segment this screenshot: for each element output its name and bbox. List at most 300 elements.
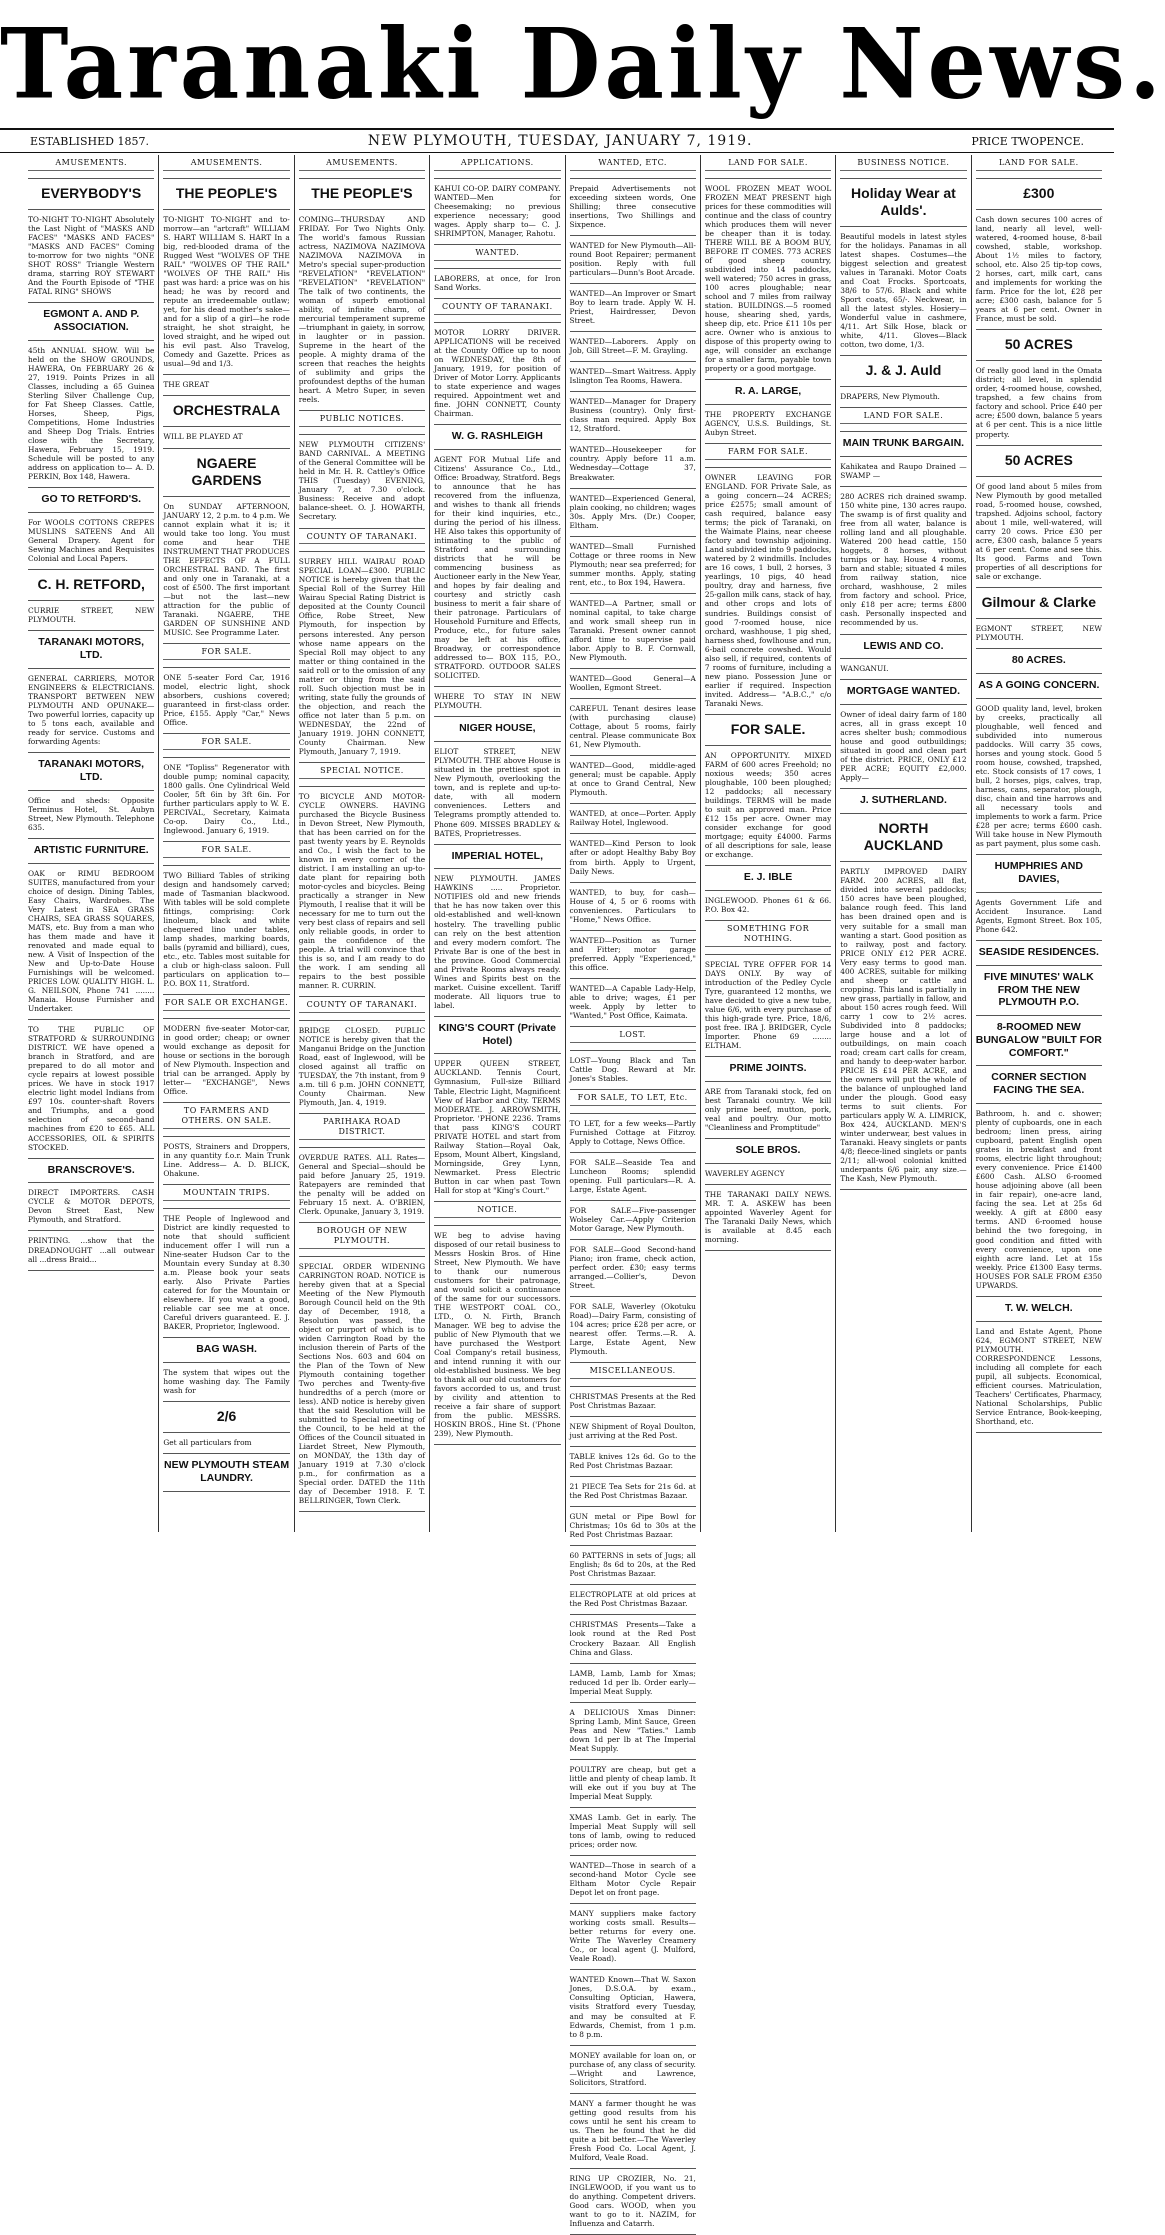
column-3 [295, 155, 430, 1532]
advertisement [28, 303, 154, 341]
advertisement [976, 361, 1102, 445]
advertisement [299, 210, 425, 412]
advertisement [570, 1201, 696, 1240]
ad-body-text: XMAS Lamb. Get in early. The Imperial Meat Supply will sell tons of lamb, owing to reduced prices; order now. [569, 1812, 696, 1850]
section-heading: LAND FOR SALE. [705, 158, 831, 171]
columns-container [24, 155, 1106, 2229]
ad-body-text: POULTRY are cheap, but get a little and plenty of cheap lamb. It will eke out if you buy at The Imperial Meat Supply. [569, 1764, 696, 1801]
ad-body-text: SPECIAL TYRE OFFER FOR 14 DAYS ONLY. By way of introduction of the Pedley Cycle Tyre, guaranteed 12 months, we have decided to give a new tube, value 6/6, with every purchase of this high-grade tyre. Price, 18/6, post free. IRA J. BRIDGER, Cycle Importer. Phone 69 ........ ELTHAM. [704, 959, 832, 1050]
advertisement [570, 1027, 696, 1051]
column-8 [972, 155, 1106, 1532]
advertisement [570, 1856, 696, 1904]
ad-body-text: FOR SALE—Five-passenger Wolseley Car.—Apply Criterion Motor Garage, New Plymouth. [569, 1205, 696, 1233]
ad-subheading: ARTISTIC FURNITURE. [33, 843, 149, 856]
advertisement [434, 323, 560, 425]
ad-body-text: GOOD quality land, level, broken by creeks, practically all ploughable, well fenced and subdivided into numerous paddocks. Will carry 35 cows, horses and young stock. Good 5 room house, cowshed, trapshed, etc. Stock consists of 17 cows, 1 bull, 2 horses, pigs, calves, trap, harness, cans, separator, plough, disc, chain and tine harrows and all necessary tools and implements to work a farm. Price £28 per acre; terms £600 cash. Will take house in New Plymouth as part payment, plus some cash. [975, 703, 1102, 849]
advertisement [299, 529, 425, 553]
advertisement [705, 1139, 831, 1164]
ad-headline: 2/6 [216, 1407, 237, 1424]
ad-headline: Holiday Wear at Aulds'. [851, 184, 956, 218]
ad-subheading: J. SUTHERLAND. [859, 794, 947, 807]
section-heading: LOST. [570, 1030, 696, 1043]
ad-body-text: WANTED—A Capable Lady-Help, able to drive; wages, £1 per week. Apply by letter to "Wanted," Post Office, Kaimata. [569, 983, 696, 1020]
ad-body-text: WANTED—Small Furnished Cottage or three rooms in New Plymouth; near sea preferred; for summer months. Apply, stating rent, etc., to Box 194, Hawera. [569, 541, 696, 587]
ad-body-text: Cash down secures 100 acres of land, nearly all level, well-watered, 4-roomed house, 8-bail cowshed, stable, workshop. About 1½ miles to factory, school, etc. Also 25 tip-top cows, 2 horses, cart, milk cart, cans and implements for working the farm. Price for the lot, £28 per acre; £300 cash, balance for 5 years at 6 per cent. Owner in France, must be sold. [975, 214, 1102, 324]
ad-body-text: OWNER LEAVING FOR ENGLAND. FOR Private Sale, as a going concern—24 ACRES; price £2575; small amount of cash required, balance easy terms; the pick of Taranaki, on the Waimate Plains, near cheese factory and township adjoining. Land subdivided into 9 paddocks, watered by 2 windmills. Includes are 16 cows, 1 bull, 2 horses, 3 yearlings, 10 pigs, 40 head poultry, dray and harness, five 25-gallon milk cans, stack of hay, and other crops and lots of sundries. Buildings consist of good 7-roomed house, nice orchard, washhouse, 1 pig shed, harness shed, fowlhouse and run, 6-bail concrete cowshed. Would also sell, if required, contents of 7 rooms of furniture, including a new piano. Possession June or earlier if required. Inspection invited. Address— "A.B.C.," c/o Taranaki News. [704, 473, 832, 708]
ad-body-text: WANGANUI. [840, 664, 889, 674]
ad-body-text: FOR SALE—Good Second-hand Piano; iron frame, check action, perfect order. £30; easy terms arranged.—Collier's, Devon Street. [569, 1244, 696, 1290]
advertisement [570, 1808, 696, 1856]
ad-subheading: HUMPHRIES AND DAVIES, [994, 860, 1083, 885]
advertisement [570, 1240, 696, 1297]
section-heading: MOUNTAIN TRIPS. [163, 1188, 289, 1201]
ad-body-text: Land and Estate Agent, Phone 624, EGMONT STREET, NEW PLYMOUTH. CORRESPONDENCE Lessons, including all complete for each pupil, all subjects. Economical, efficient courses. Matriculation, Teachers' Certificates, Pharmacy, National Scholarships, Public Service Entrance, Book-keeping, Shorthand, etc. [975, 1326, 1102, 1426]
ad-body-text: On SUNDAY AFTERNOON, JANUARY 12, 2 p.m. to 4 p.m. We cannot explain what it is; it would take too long. You must come and hear THE INSTRUMENT THAT PRODUCES THE EFFECTS OF A FULL ORCHESTRAL BAND. The first and only one in Taranaki, at a cost of £500. The first important—but not the last—new attraction for the public of Taranaki. NGAERE, THE GARDEN OF SUNSHINE AND MUSIC. See Programme Later. [163, 501, 290, 638]
ad-headline: 50 ACRES [1004, 336, 1073, 353]
section-heading: BUSINESS NOTICE. [840, 158, 966, 171]
advertisement [840, 457, 966, 487]
ad-body-text: 45th ANNUAL SHOW. Will be held on the SHOW GROUNDS, HAWERA, On FEBRUARY 26 & 27, 1919. Points Prizes in all Classes, including a 65 Guinea Sterling Silver Challenge Cup, for Fat Sheep Classes. Cattle, Horses, Sheep, Pigs, Competitions, Home Industries and Sheep Dog Trials. Entries close with the Secretary, Hawera, February 15, 1919. Schedule will be posted to any address on application to— A. D. PERKIN, Box 148, Hawera. [28, 345, 155, 482]
advertisement [840, 408, 966, 432]
advertisement [28, 1183, 154, 1231]
section-heading: FOR SALE. [163, 845, 289, 858]
advertisement [163, 1209, 289, 1338]
advertisement [705, 380, 831, 405]
advertisement [976, 1297, 1102, 1322]
section-heading: FOR SALE. [163, 737, 289, 750]
advertisement [705, 866, 831, 891]
advertisement [705, 405, 831, 444]
ad-body-text: WANTED—Good General—A Woollen, Egmont Street. [569, 674, 696, 693]
advertisement [570, 537, 696, 594]
ad-body-text: 280 ACRES rich drained swamp. 150 white pine, 130 acres raupo. The swamp is of first quality and free from all water, balance is rolling land and all ploughable. Watered 200 head cattle, 150 hoggets, 8 horses, without turnips or hay. House 4 rooms, barn and stable; situated 4 miles from railway station, nice orchard, washhouse, 2 miles from factory and school. Price, only £18 per acre; terms £800 cash. Personally inspected and recommended by us. [840, 492, 967, 628]
ad-subheading: TARANAKI MOTORS, LTD. [38, 758, 145, 783]
ad-body-text: The system that wipes out the home washing day. The Family wash for [163, 1367, 290, 1395]
ad-subheading: IMPERIAL HOTEL, [451, 849, 544, 862]
ad-body-text: MOTOR LORRY DRIVER. APPLICATIONS will be received at the County Office up to noon on WEDNESDAY, the 8th of January, 1919, for position of Driver of Motor Lorry. Applicants to state experience and wages required. Appointment wet and fine. JOHN CONNETT, County Chairman. [434, 327, 561, 418]
advertisement [163, 1019, 289, 1103]
advertisement [434, 1054, 560, 1201]
ad-body-text: EGMONT STREET, NEW PLYMOUTH. [975, 624, 1102, 643]
advertisement [570, 756, 696, 804]
ad-subheading: 80 ACRES. [1011, 654, 1066, 667]
column-6 [701, 155, 836, 1532]
advertisement [570, 362, 696, 392]
ad-body-text: MODERN five-seater Motor-car, in good order; cheap; or owner would exchange as deposit for house or sections in the borough of New Plymouth. Inspection and trial can be arranged. Apply by letter— "EXCHANGE", News Office. [163, 1023, 290, 1097]
ad-body-text: Bathroom, h. and c. shower; plenty of cupboards, one in each bedroom; linen press, airing cupboard, patent English open grates in breakfast and front rooms, electric light throughout; every convenience. Price £1400 £600 Cash. ALSO 6-roomed house adjoining above (all been in fair repair), one-acre land, facing the sea. Let at 25s 6d weekly. A gift at £800 easy terms. AND 6-roomed house behind the two foregoing, in good condition and fitted with every convenience, upon one eighth acre land. Let at 15s weekly. Price £1300 Easy terms. HOUSES FOR SALE FROM £350 UPWARDS. [975, 1109, 1102, 1290]
ad-body-text: NEW PLYMOUTH CITIZENS' BAND CARNIVAL. A MEETING of the General Committee will be held in Mr. H. R. Cattley's Office THIS (Tuesday) EVENING, January 7, at 7.30 o'clock. Business: Receive and adopt balance-sheet. O. J. HOWARTH, Secretary. [298, 440, 426, 522]
advertisement [28, 210, 154, 303]
advertisement [976, 1104, 1102, 1297]
advertisement [840, 387, 966, 408]
section-heading: SPECIAL NOTICE. [299, 766, 425, 779]
advertisement [434, 687, 560, 717]
masthead [0, 0, 1165, 130]
advertisement [976, 699, 1102, 856]
ad-body-text: ONE "Topliss" Regenerator with double pump; nominal capacity, 1800 galls. One Cylindrical Weld Cooler, 5ft 6in by 3ft 6in. For further particulars apply to W. E. PERCIVAL, Secretary, Kaimata Co-op. Dairy Co., Ltd., Inglewood. January 6, 1919. [163, 762, 290, 836]
section-heading: COUNTY OF TARANAKI. [299, 532, 425, 545]
advertisement [163, 1185, 289, 1209]
advertisement [840, 862, 966, 1190]
ad-body-text: WILL BE PLAYED AT [163, 432, 243, 442]
ad-body-text: CHRISTMAS Presents at the Red Post Christmas Bazaar. [569, 1391, 696, 1410]
ad-headline: Gilmour & Clarke [981, 593, 1096, 610]
advertisement [570, 1297, 696, 1363]
advertisement [705, 715, 831, 746]
advertisement [163, 866, 289, 995]
section-heading: COUNTY OF TARANAKI. [299, 1000, 425, 1013]
advertisement [163, 155, 289, 179]
advertisement [163, 995, 289, 1019]
ad-body-text: WANTED—Position as Turner and Fitter; motor garage preferred. Apply "Experienced," this office. [569, 935, 696, 972]
ad-subheading: CORNER SECTION FACING THE SEA. [991, 1071, 1087, 1097]
advertisement [976, 1016, 1102, 1066]
ad-body-text: ARE from Taranaki stock, fed on best Taranaki country. We kill only prime beef, mutton, pork, veal and poultry. Our motto "Cleanliness and Promptitude" [704, 1086, 832, 1132]
ad-body-text: TO LET, for a few weeks—Partly Furnished Cottage at Fitzroy. Apply to Cottage, News Office. [569, 1118, 696, 1146]
advertisement [163, 449, 289, 497]
advertisement [570, 1970, 696, 2045]
advertisement [28, 669, 154, 753]
section-heading: AMUSEMENTS. [299, 158, 425, 171]
ad-body-text: Owner of ideal dairy farm of 180 acres, all in grass except 10 acres shelter bush; commodious house and good outbuildings; situated in good and clean part of the district. PRICE, ONLY £12 PER ACRE; EQUITY £2,000. Apply— [840, 710, 967, 783]
ad-body-text: LABORERS, at once, for Iron Sand Works. [434, 273, 561, 292]
advertisement [570, 979, 696, 1027]
advertisement [705, 468, 831, 715]
advertisement [570, 699, 696, 756]
ad-body-text: TWO Billiard Tables of striking design and handsomely carved; made of Tasmanian blackwood. With tables will be sold complete fittings, comprising: Cork linoleum, black and white chequered lino under tables, lamp shades, marking boards, balls (pyramid and billiard), cues, etc., etc. Tables most suitable for a club or high-class saloon. Full particulars on application to— P.O. BOX 11, Stratford. [163, 870, 290, 989]
advertisement [976, 941, 1102, 966]
ad-body-text: WANTED—Experienced General, plain cooking, no children; wages 30s. Apply Mrs. (Dr.) Cooper, Eltham. [569, 493, 696, 530]
ad-body-text: WANTED—Housekeeper for country. Apply before 11 a.m. Wednesday—Cottage 37, Breakwater. [569, 445, 696, 482]
ad-headline: 50 ACRES [1004, 451, 1073, 468]
section-heading: TO FARMERS AND OTHERS. ON SALE. [163, 1106, 289, 1129]
advertisement [570, 179, 696, 236]
ad-subheading: NEW PLYMOUTH STEAM LAUNDRY. [164, 1459, 290, 1484]
advertisement [299, 435, 425, 528]
ad-subheading: W. G. RASHLEIGH [451, 429, 543, 442]
ad-body-text: WHERE TO STAY IN NEW PLYMOUTH. [434, 692, 561, 711]
ad-body-text: FOR SALE, Waverley (Okotuku Road)—Dairy Farm, consisting of 104 acres; price £28 per acre, or nearest offer. Terms.—R. A. Large, Estate Agent, New Plymouth. [569, 1302, 696, 1357]
advertisement [840, 227, 966, 356]
section-heading: COUNTY OF TARANAKI. [434, 302, 560, 315]
ad-body-text: THE People of Inglewood and District are kindly requested to note that should sufficient inducement offer I will run a Nine-seater Hudson Car to the Mountain every Sunday at 8.30 a.m. Please book your seats early. Also Private Parties catered for for the Mountain or elsewhere. If you want a good, reliable car see me at once. Careful drivers guaranteed. E. J. BAKER, Proprietor, Inglewood. [163, 1213, 290, 1331]
section-heading: MISCELLANEOUS. [570, 1366, 696, 1379]
ad-body-text: Beautiful models in latest styles for the holidays. Panamas in all latest shapes. Costumes—the biggest selection and greatest values in Taranaki. Motor Coats and Coat Frocks. Sportcoats, 38/6 to 57/6. Black and white Sport coats, 65/-. Neckwear, in all the latest styles. Hosiery—Wonderful value in cashmere, 4/11. Art Silk Hose, black or white, 4/11. Gloves—Black cotton, two dome, 1/3. [840, 231, 967, 350]
ad-body-text: ONE 5-seater Ford Car, 1916 model, electric light, shock absorbers, cushions covered; guaranteed in first-class order. Price, £155. Apply "Car," News Office. [163, 672, 290, 728]
advertisement [976, 446, 1102, 477]
advertisement [570, 1664, 696, 1703]
ad-body-text: WANTED—Good, middle-aged general; must be capable. Apply at once to Grand Central, New Plymouth. [569, 761, 696, 798]
advertisement [570, 1904, 696, 1970]
advertisement [163, 758, 289, 842]
advertisement [434, 269, 560, 299]
ad-body-text: WE beg to advise having disposed of our retail business to Messrs Hoskin Bros. of Hine Street, New Plymouth. We have to thank our numerous customers for their patronage, and would solicit a continuance of the same for our successors. THE WESTPORT COAL CO., LTD., O. N. Firth, Branch Manager. WE beg to advise the public of New Plymouth that we have purchased the Westport Coal Company's retail business, and intend running it with our old-established business. We beg to thank all our old customers for favors accorded to us, and trust by civility and attention to receive a fair share of support from the public. MESSRS. HOSKIN BROS., Hine St. ('Phone 239), New Plymouth. [434, 1230, 561, 1439]
section-heading: APPLICATIONS. [434, 158, 560, 171]
advertisement [976, 155, 1102, 179]
advertisement [163, 842, 289, 866]
advertisement [570, 155, 696, 179]
ad-body-text: PRINTING. ...show that the DREADNOUGHT ...all outwear all ...dress Braid... [28, 1236, 155, 1264]
advertisement [28, 513, 154, 570]
section-heading: FOR SALE OR EXCHANGE. [163, 998, 289, 1011]
ad-headline: THE PEOPLE'S [311, 184, 413, 201]
advertisement [570, 440, 696, 488]
advertisement [28, 601, 154, 631]
ad-body-text: Agents Government Life and Accident Insurance. Land Agents, Egmont Street. Box 105, Phone 642. [975, 897, 1102, 934]
ad-body-text: TO BICYCLE AND MOTOR-CYCLE OWNERS. HAVING purchased the Bicycle Business in Devon Street, New Plymouth, that has been carried on for the past twenty years by E. Reynolds and Co., I wish the fact to be known in every corner of the district. I am installing an up-to-date plant for repairing both motor-cycles and bicycles. Being practically a stranger in New Plymouth, I realise that it will be necessary for me to turn out the very best class of repairs and sell only reliable goods, in order to gain the confidence of the people. A trial will convince that this is so, and I am ready to do the work. I am sending all repairs to the best possible manner. R. CURRIN. [298, 791, 426, 991]
advertisement [28, 488, 154, 513]
advertisement [705, 1057, 831, 1082]
ad-body-text: THE GREAT [163, 380, 210, 390]
advertisement [705, 155, 831, 179]
advertisement [570, 883, 696, 931]
newspaper-title: Taranaki Daily News. [0, 7, 1165, 121]
advertisement [570, 1090, 696, 1114]
advertisement [570, 1417, 696, 1447]
ad-subheading: MAIN TRUNK BARGAIN. [842, 437, 965, 450]
advertisement [434, 299, 560, 323]
advertisement [570, 2094, 696, 2169]
column-2 [159, 155, 294, 1532]
advertisement [434, 1202, 560, 1226]
ad-body-text: THE TARANAKI DAILY NEWS. MR. T. A. ASKEW has been appointed Waverley Agent for The Taranaki Daily News, which is available at 8.45 each morning. [704, 1189, 832, 1244]
advertisement [163, 1402, 289, 1433]
advertisement [976, 649, 1102, 674]
advertisement [570, 1703, 696, 1760]
ad-subheading: BAG WASH. [196, 1343, 257, 1355]
ad-subheading: SOLE BROS. [735, 1143, 801, 1156]
advertisement [28, 1159, 154, 1184]
advertisement [840, 814, 966, 862]
ad-body-text: For WOOLS COTTONS CREPES MUSLINS SATEENS And All General Drapery. Agent for Sewing Machines and Requisites Colonial and Local Papers. [28, 517, 155, 564]
column-4 [430, 155, 565, 1532]
advertisement [299, 1114, 425, 1148]
section-heading: LAND FOR SALE. [840, 411, 966, 424]
advertisement [570, 1760, 696, 1808]
section-heading: FOR SALE. [163, 647, 289, 660]
price-label: PRICE TWOPENCE. [971, 134, 1084, 148]
advertisement [28, 155, 154, 179]
advertisement [163, 375, 289, 396]
ad-subheading: MORTGAGE WANTED. [846, 685, 961, 698]
ad-headline: THE PEOPLE'S [175, 184, 278, 201]
advertisement [434, 1017, 560, 1055]
advertisement [163, 1137, 289, 1185]
section-heading: PARIHAKA ROAD DISTRICT. [299, 1117, 425, 1140]
ad-body-text: GENERAL CARRIERS, MOTOR ENGINEERS & ELECTRICIANS. TRANSPORT BETWEEN NEW PLYMOUTH AND OPUNAKE— Two powerful lorries, capacity up to 5 tons each, available and ready for service. Customs and forwarding Agents: [28, 673, 155, 747]
ad-headline: ORCHESTRALA [172, 402, 281, 419]
ad-subheading: 8-ROOMED NEW BUNGALOW "BUILT FOR COMFORT." [975, 1021, 1102, 1059]
ad-body-text: OVERDUE RATES. ALL Rates—General and Special—should be paid before January 25, 1919. Ratepayers are reminded that the penalty will be added on February 15 next. A. O'BRIEN, Clerk. Opunake, January 3, 1919. [298, 1152, 426, 1217]
advertisement [840, 635, 966, 660]
ad-body-text: GUN metal or Pipe Bowl for Christmas; 10s 6d to 30s at the Red Post Christmas Bazaar. [569, 1512, 696, 1540]
ad-body-text: Kahikatea and Raupo Drained — SWAMP — [840, 461, 967, 480]
ad-body-text: TO THE PUBLIC OF STRATFORD & SURROUNDING DISTRICT. WE have opened a branch in Stratford, and are prepared to do all motor and cycle repairs at lowest possible prices. We have in stock 1917 electric light model Indians from £97 10s. counter-shaft Rovers and Triumphs, and a good selection of second-hand machines from £20 to £65. ALL ACCESSORIES, OIL & SPIRITS STOCKED. [28, 1025, 155, 1152]
advertisement [840, 356, 966, 387]
ad-body-text: OAK or RIMU BEDROOM SUITES, manufactured from your choice of design. Dining Tables, Easy Chairs, Wardrobes. The Very Latest in SEA GRASS CHAIRS, SEA GRASS SQUARES, MATS, etc. Buy from a man who has them made and have it renovated and made equal to new. A Visit of Inspection of the New and Up-to-Date House Furnishings will be welcomed. PRICES LOW. QUALITY HIGH. L. G. NEILSON, Phone 741 ........ Manaia. House Furnisher and Undertaker. [28, 868, 155, 1014]
section-heading: NOTICE. [434, 1205, 560, 1218]
advertisement [163, 644, 289, 668]
advertisement [570, 284, 696, 332]
advertisement [976, 893, 1102, 941]
ad-subheading: E. J. IBLE [743, 871, 793, 884]
ad-body-text: TABLE knives 12s 6d. Go to the Red Post Christmas Bazaar. [569, 1452, 696, 1471]
ad-body-text: A DELICIOUS Xmas Dinner: Spring Lamb, Mint Sauce, Green Peas and New "Taties." Lamb down 1d per lb at The Imperial Meat Supply. [569, 1707, 696, 1753]
advertisement [570, 1051, 696, 1090]
advertisement [976, 855, 1102, 893]
advertisement [570, 1114, 696, 1153]
advertisement [570, 2046, 696, 2094]
advertisement [299, 1257, 425, 1513]
advertisement [299, 155, 425, 179]
advertisement [976, 1322, 1102, 1433]
advertisement [299, 1223, 425, 1257]
advertisement [705, 1185, 831, 1251]
section-heading: PUBLIC NOTICES. [299, 414, 425, 427]
advertisement [976, 966, 1102, 1016]
ad-body-text: MANY suppliers make factory working costs small. Results—better returns for every one. Write The Waverley Creamery Co., or local agent (J. Mulford, Veale Road). [569, 1909, 696, 1964]
advertisement [840, 705, 966, 789]
advertisement [163, 1338, 289, 1363]
column-1 [24, 155, 159, 1532]
ad-subheading: SEASIDE RESIDENCES. [978, 945, 1099, 958]
ad-body-text: THE PROPERTY EXCHANGE AGENCY, U.S.S. Buildings, St. Aubyn Street. [704, 410, 832, 438]
advertisement [28, 753, 154, 791]
advertisement [705, 955, 831, 1057]
ad-body-text: WANTED—Those in search of a second-hand Motor Cycle see Eltham Motor Cycle Repair Depot let on front page. [569, 1861, 696, 1898]
advertisement [570, 392, 696, 440]
ad-body-text: WANTED—A Partner, small or nominal capital, to take charge and work small sheep run in Taranaki. Present owner cannot afford time to supervise paid labor. Apply to B. F. Cornwall, New Plymouth. [569, 598, 696, 662]
advertisement [705, 746, 831, 866]
column-5 [566, 155, 701, 2229]
ad-body-text: AN OPPORTUNITY. MIXED FARM of 600 acres Freehold; no noxious weeds; 350 acres ploughable, 100 been ploughed; 12 paddocks; all necessary buildings. TERMS will be made to suit an approved man. Price £12 15s per acre. Owner may consider exchange for good mortgage; equity £4000. Farms of all descriptions for sale, lease or exchange. [704, 750, 832, 860]
advertisement [28, 1020, 154, 1158]
advertisement [976, 210, 1102, 330]
advertisement [976, 477, 1102, 588]
advertisement [705, 179, 831, 381]
advertisement [976, 179, 1102, 210]
advertisement [434, 179, 560, 245]
advertisement [163, 668, 289, 734]
ad-headline: C. H. RETFORD, [37, 576, 145, 593]
advertisement [434, 245, 560, 269]
advertisement [434, 450, 560, 688]
advertisement [434, 1226, 560, 1446]
advertisement [299, 1021, 425, 1114]
ad-subheading: R. A. LARGE, [735, 385, 802, 398]
ad-body-text: BRIDGE CLOSED. PUBLIC NOTICE is hereby given that the Manganui Bridge on the Junction Road, east of Inglewood, will be closed against all traffic on TUESDAY, the 7th instant, from 9 a.m. till 6 p.m. JOHN CONNETT, County Chairman. New Plymouth, Jan. 4, 1919. [298, 1026, 426, 1108]
advertisement [570, 1447, 696, 1477]
ad-subheading: T. W. WELCH. [1004, 1301, 1073, 1314]
ad-body-text: SPECIAL ORDER WIDENING CARRINGTON ROAD. NOTICE is hereby given that at a Special Meeting of the New Plymouth Borough Council held on the 9th day of December, 1918, a Resolution was passed, the object or purport of which is to widen Carrington Road by the inclusion therein of Parts of the Sections Nos. 603 and 604 on the Plan of the Town of New Plymouth containing together Two perches and Twenty-five hundredths of a perch (more or less). AND notice is hereby given that the said Resolution will be submitted to Special meeting of the Council, to be held at the Offices of the Council situated in Liardet Street, New Plymouth, on MONDAY, the 13th day of January 1919 at 7.30 o'clock p.m., for confirmation as a Special order. DATED the 11th day of December 1918. F. T. BELLRINGER, Town Clerk. [298, 1261, 426, 1506]
advertisement [28, 341, 154, 488]
column-7 [836, 155, 971, 1532]
advertisement [570, 2169, 696, 2235]
advertisement [163, 497, 289, 644]
advertisement [705, 1082, 831, 1139]
advertisement [434, 742, 560, 844]
ad-body-text: FOR SALE—Seaside Tea and Luncheon Rooms; splendid opening. Full particulars—R. A. Large, Estate Agent. [569, 1157, 696, 1194]
ad-headline: FOR SALE. [730, 720, 806, 737]
ad-body-text: PARTLY IMPROVED DAIRY FARM. 200 ACRES, all flat, divided into several paddocks; 150 acres have been ploughed, balance rough feed. This land has been drained open and is very suitable for a small man wanting a start. Good position as to railway, post and factory. PRICE ONLY £12 PER ACRE. Very easy terms to good man. 400 ACRES, suitable for milking and sheep or cattle and cropping. This land is partially in new grass, partially in fallow, and about 150 acres rough feed. Will carry 1 cow to 2½ acres. Subdivided into 8 paddocks; large house and a lot of outbuildings, on main coach road; cream cart calls for cream, and handy to deep-water harbor. PRICE IS £14 PER ACRE, and the owners will put the whole of the balance of unploughed land under the plough. Good easy terms to suit clients. For particulars apply W. A. LIMRICK, Box 424, AUCKLAND. MEN'S winter underwear, best values in Taranaki. Heavy singlets or pants 4/8; fleece-lined singlets or pants 2/11; all-wool colonial knitted underpants 6/6 pair, any size.—The Kash, New Plymouth. [840, 867, 967, 1184]
advertisement [163, 1103, 289, 1137]
advertisement [570, 834, 696, 882]
advertisement [570, 1387, 696, 1417]
ad-headline: NORTH AUCKLAND [863, 820, 944, 854]
ad-body-text: MONEY available for loan on, or purchase of, any class of security.—Wright and Lawrence, Solicitors, Stratford. [569, 2050, 696, 2087]
section-heading: LAND FOR SALE. [976, 158, 1102, 171]
advertisement [434, 845, 560, 870]
section-heading: FOR SALE, TO LET, Etc. [570, 1093, 696, 1106]
ad-body-text: ELIOT STREET, NEW PLYMOUTH. THE above House is situated in the prettiest spot in New Plymouth, overlooking the town, and is replete and up-to-date, with all modern conveniences. Letters and Telegrams promptly attended to. Phone 609. MISSES BRADLEY & BATES, Proprietresses. [434, 747, 561, 838]
ad-subheading: FIVE MINUTES' WALK FROM THE NEW PLYMOUTH P.O. [983, 970, 1094, 1009]
advertisement [840, 680, 966, 705]
advertisement [299, 411, 425, 435]
advertisement [840, 155, 966, 179]
ad-body-text: LAMB, Lamb, Lamb for Xmas; reduced 1d per lb. Order early—Imperial Meat Supply. [569, 1668, 696, 1696]
ad-body-text: 60 PATTERNS in sets of Jugs; all English; 8s 6d to 20s, at the Red Post Christmas Bazaar. [569, 1551, 696, 1579]
advertisement [28, 570, 154, 601]
advertisement [28, 839, 154, 864]
advertisement [840, 487, 966, 634]
advertisement [570, 594, 696, 669]
place-date: NEW PLYMOUTH, TUESDAY, JANUARY 7, 1919. [367, 133, 753, 149]
advertisement [163, 179, 289, 210]
section-heading: AMUSEMENTS. [28, 158, 154, 171]
advertisement [28, 864, 154, 1021]
advertisement [976, 1066, 1102, 1104]
advertisement [163, 1454, 289, 1492]
advertisement [570, 1477, 696, 1507]
advertisement [976, 674, 1102, 699]
advertisement [705, 1164, 831, 1185]
ad-subheading: PRIME JOINTS. [729, 1061, 807, 1074]
ad-subheading: TARANAKI MOTORS, LTD. [38, 636, 145, 662]
ad-subheading: BRANSCROVE'S. [47, 1163, 135, 1176]
ad-body-text: NEW PLYMOUTH. JAMES HAWKINS ..... Proprietor. NOTIFIES old and new friends that he has now taken over this old-established and well-known hostelry. The travelling public can rely on the best attention and every modern comfort. The Private Bar is one of the best in the province. Good Commercial and Private Rooms always ready. Wines and Spirits best on the market. Cuisine excellent. Tariff moderate. All liquors true to label. [434, 874, 561, 1010]
ad-body-text: WANTED, at once—Porter. Apply Railway Hotel, Inglewood. [569, 809, 696, 828]
ad-body-text: KAHUI CO-OP. DAIRY COMPANY. WANTED—Men for Cheesemaking; no previous experience necessary; good wages. Apply sharp to— C. J. SHRIMPTON, Manager, Rahotu. [434, 183, 561, 238]
established-label: ESTABLISHED 1857. [30, 134, 149, 148]
ad-body-text: COMING—THURSDAY AND FRIDAY. For Two Nights Only. The world's famous Russian actress, NAZIMOVA NAZIMOVA NAZIMOVA NAZIMOVA in Metro's special super-production "REVELATION" "REVELATION" "REVELATION" "REVELATION" The talk of two continents, the woman of superb emotional ability, of infinite charm, of mercurial temperament supreme—triumphant in gaiety, in sorrow, in laughter or in passion. Supreme in the heart of the people. A mighty drama of the screen that reaches the heights of sublimity and grips the profoundest depths of the human heart. A Metro Super, in seven reels. [298, 214, 426, 405]
advertisement [570, 1585, 696, 1615]
advertisement [570, 669, 696, 699]
advertisement [840, 432, 966, 457]
ad-body-text: Office and sheds: Opposite Terminus Hotel, St. Aubyn Street, New Plymouth. Telephone 635. [28, 795, 155, 832]
advertisement [705, 444, 831, 468]
ad-body-text: ELECTROPLATE at old prices at the Red Post Christmas Bazaar. [569, 1590, 696, 1609]
advertisement [570, 236, 696, 284]
ad-headline: J. & J. Auld [865, 362, 942, 379]
advertisement [299, 763, 425, 787]
advertisement [434, 155, 560, 179]
ad-body-text: CAREFUL Tenant desires lease (with purchasing clause) Cottage, about 5 rooms, fairly central. Please communicate Box 61, New Plymouth. [569, 704, 696, 750]
ad-headline: EVERYBODY'S [41, 184, 142, 201]
ad-body-text: TO-NIGHT TO-NIGHT and to-morrow—an "artcraft" WILLIAM S. HART WILLIAM S. HART In a big, red-blooded drama of the Rugged West "WOLVES OF THE RAIL" "WOLVES OF THE RAIL" "WOLVES OF THE RAIL" His past was hard: a price was on his head; he was by record and repute an irredeemable outlaw; yet, for his dead mother's sake—and for a slip of a girl—he rode straight, he shot straight, he loved straight, and he wiped out his evil past. Also Travelog, Comedy and Gazette. Prices as usual—9d and 1/3. [163, 214, 290, 369]
advertisement [570, 804, 696, 834]
ad-body-text: WANTED for New Plymouth—All-round Boot Repairer; permanent position. Reply with full particulars—Dunn's Boot Arcade. [569, 240, 696, 277]
ad-body-text: WANTED—Smart Waitress. Apply Islington Tea Rooms, Hawera. [569, 367, 696, 386]
ad-subheading: AS A GOING CONCERN. [978, 678, 1100, 691]
advertisement [299, 1148, 425, 1223]
advertisement [28, 1231, 154, 1270]
advertisement [570, 1615, 696, 1663]
ad-body-text: CHRISTMAS Presents—Take a look round at the Red Post Crockery Bazaar. All English China and Glass. [569, 1620, 696, 1657]
advertisement [163, 427, 289, 448]
ad-subheading: EGMONT A. AND P. ASSOCIATION. [43, 308, 140, 333]
dateline [0, 130, 1114, 153]
ad-body-text: Prepaid Advertisements not exceeding sixteen words, One Shilling; three consecutive insertions, Two Shillings and Sixpence. [569, 183, 696, 229]
